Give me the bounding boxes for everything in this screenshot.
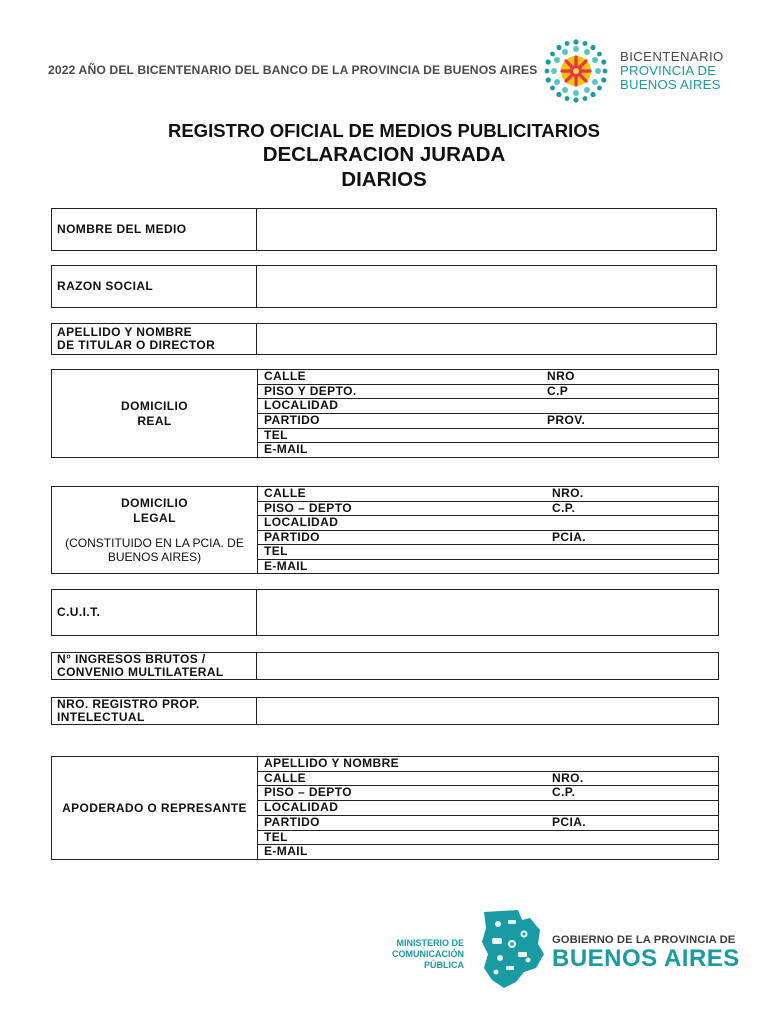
field-label: C.P [547,383,569,398]
buenos-aires-map-logo-icon [478,908,546,990]
field-label: CALLE [264,486,306,500]
domicilio-real-partido-row[interactable] [258,414,718,429]
field-label: E-MAIL [264,844,308,859]
field-label: NRO. [552,770,584,785]
ministerio-logo-text [350,938,464,971]
ministerio-line1: MINISTERIO DE [396,938,464,948]
razon-social-label: RAZON SOCIAL [52,266,257,307]
registro-intelectual-row [51,697,719,725]
ingresos-label-line1: N° INGRESOS BRUTOS / [57,651,206,666]
registro-intelectual-label [52,698,257,724]
apoderado-calle-row[interactable] [258,772,718,787]
apoderado-label-text: APODERADO O REPRESANTE [62,800,247,815]
field-label: PISO – DEPTO [264,785,352,800]
apoderado-localidad-row[interactable] [258,801,718,816]
domicilio-real-calle-row[interactable] [258,370,718,385]
apoderado-tel-row[interactable] [258,831,718,846]
field-label: TEL [264,544,288,558]
domicilio-real-localidad-row[interactable] [258,399,718,414]
ingresos-brutos-row [51,652,719,680]
domicilio-legal-calle-row[interactable] [258,487,718,502]
domicilio-real-tel-row[interactable] [258,429,718,444]
field-label: TEL [264,829,288,844]
domicilio-legal-partido-row[interactable] [258,531,718,546]
titular-label [52,324,257,354]
bicentenario-sun-logo-icon [540,38,612,104]
title-diarios: DIARIOS [341,168,427,191]
cuit-field[interactable] [257,590,718,635]
field-label: C.P. [552,500,576,515]
domicilio-legal-label [52,487,258,573]
registro-label-line1: NRO. REGISTRO PROP. [57,696,200,711]
apoderado-block [51,756,719,860]
field-label: PARTIDO [264,529,320,544]
apoderado-partido-row[interactable] [258,816,718,831]
domicilio-legal-tel-row[interactable] [258,545,718,560]
field-label: E-MAIL [264,442,308,457]
domicilio-real-block [51,369,719,458]
field-label: CALLE [264,770,306,785]
title-declaracion: DECLARACION JURADA [262,143,506,166]
apoderado-piso-row[interactable] [258,786,718,801]
gobierno-line2: BUENOS AIRES [552,945,740,972]
field-label: LOCALIDAD [264,398,339,413]
field-label: E-MAIL [264,558,308,573]
note-line1: (CONSTITUIDO EN LA PCIA. DE [65,536,244,550]
field-label: NRO [547,369,575,383]
razon-social-field[interactable] [257,266,716,307]
domicilio-legal-label-line2: LEGAL [133,511,176,525]
cuit-label: C.U.I.T. [52,590,257,635]
domicilio-legal-block [51,486,719,574]
field-label: C.P. [552,785,576,800]
field-label: TEL [264,427,288,442]
domicilio-legal-email-row[interactable] [258,560,718,574]
field-label: APELLIDO Y NOMBRE [264,756,400,770]
field-label: PISO Y DEPTO. [264,383,357,398]
nombre-medio-label: NOMBRE DEL MEDIO [52,209,257,250]
field-label: PISO – DEPTO [264,500,352,515]
domicilio-real-email-row[interactable] [258,443,718,457]
titular-field[interactable] [257,324,716,354]
titular-label-line2: DE TITULAR O DIRECTOR [57,338,216,352]
apoderado-label [52,757,258,859]
domicilio-real-label [52,370,258,457]
ingresos-brutos-field[interactable] [257,653,718,679]
header-banner-text: 2022 AÑO DEL BICENTENARIO DEL BANCO DE LA PROVINCIA DE BUENOS AIRES [48,63,538,77]
domicilio-real-label-line1: DOMICILIO [121,398,188,413]
razon-social-row [51,265,717,308]
bicentenario-logo-text [620,50,724,92]
nombre-medio-row [51,208,717,251]
ingresos-brutos-label [52,653,257,679]
title-registro: REGISTRO OFICIAL DE MEDIOS PUBLICITARIOS [167,120,601,141]
domicilio-legal-note [65,536,244,564]
field-label: PROV. [547,413,586,428]
nombre-medio-field[interactable] [257,209,716,250]
apoderado-nombre-row[interactable] [258,757,718,772]
titular-row [51,323,717,355]
gobierno-logo-text [552,934,740,971]
field-label: PCIA. [552,814,587,829]
logo-line-3: BUENOS AIRES [620,77,721,92]
ingresos-label-line2: CONVENIO MULTILATERAL [57,665,224,679]
apoderado-email-row[interactable] [258,845,718,859]
field-label: LOCALIDAD [264,800,339,815]
logo-line-1: BICENTENARIO [620,49,724,64]
gobierno-line1: GOBIERNO DE LA PROVINCIA DE [552,934,736,946]
domicilio-legal-label-line1: DOMICILIO [121,496,188,510]
domicilio-legal-localidad-row[interactable] [258,516,718,531]
domicilio-real-piso-row[interactable] [258,385,718,400]
domicilio-legal-piso-row[interactable] [258,502,718,517]
field-label: CALLE [264,369,306,383]
field-label: PARTIDO [264,413,320,428]
field-label: PARTIDO [264,814,320,829]
field-label: PCIA. [552,529,587,544]
note-line2: BUENOS AIRES) [107,550,202,564]
logo-line-2: PROVINCIA DE [620,63,717,78]
titular-label-line1: APELLIDO Y NOMBRE [57,324,193,339]
cuit-row [51,589,719,636]
registro-label-line2: INTELECTUAL [57,710,145,724]
field-label: LOCALIDAD [264,515,339,529]
registro-intelectual-field[interactable] [257,698,718,724]
ministerio-line2: COMUNICACIÓN PÚBLICA [392,949,464,970]
domicilio-real-label-line2: REAL [137,413,172,428]
field-label: NRO. [552,486,584,500]
